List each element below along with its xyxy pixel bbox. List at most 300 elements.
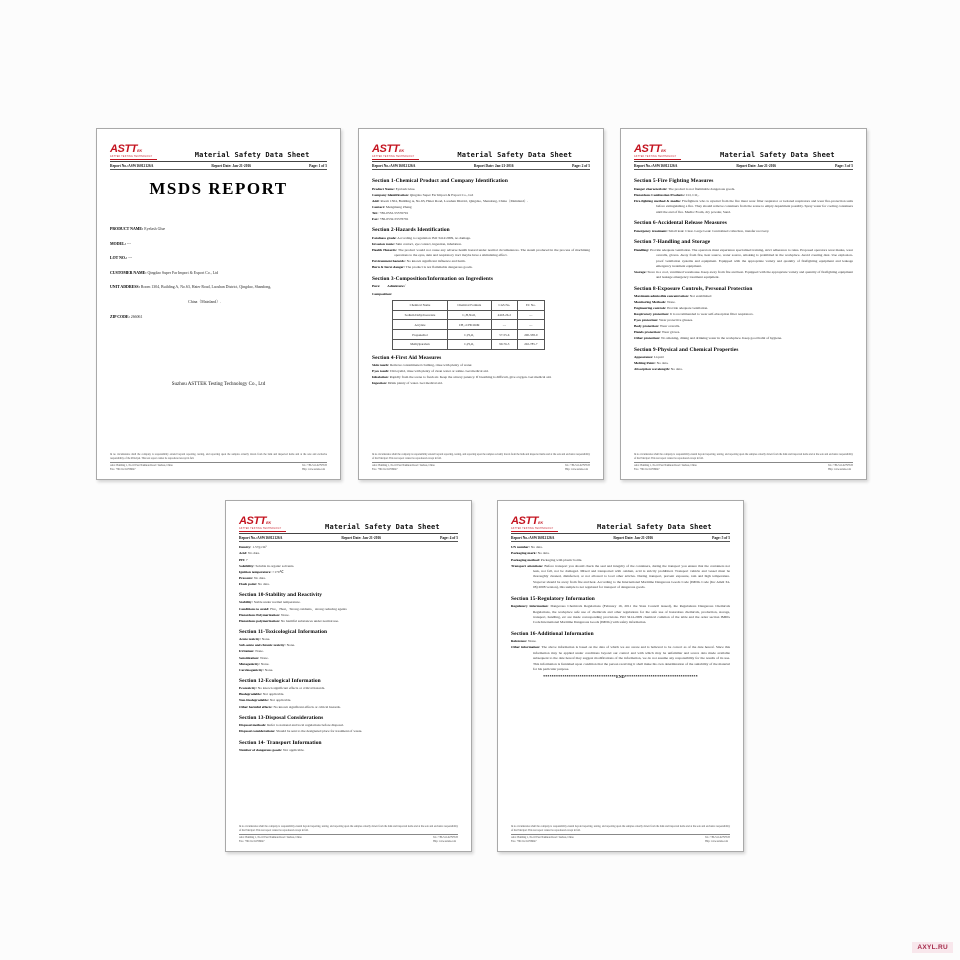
asttek-logo-underline [239, 531, 286, 533]
table-cell: 57-55-6 [491, 330, 518, 340]
header-top-row [239, 512, 458, 534]
asttek-logo [372, 140, 440, 160]
table-cell: 99-76-3 [491, 339, 518, 349]
field-value: Eyelash Glue [143, 227, 166, 232]
field-value: No known significant influence and harm. [405, 259, 466, 264]
field-value: --- [127, 256, 133, 261]
field-value: Room 1304, Building A, No.63, Haier Road, Laoshan District, Qingdao, Shandong, [139, 285, 272, 290]
field-label: CUSTOMER NAME: [110, 270, 147, 275]
report-number: Report No.:ASW16012126A [110, 163, 154, 168]
field-label: Appearance: [634, 355, 654, 360]
field-value: Provide adequate ventilation. [666, 306, 709, 311]
report-date: Report Date: Jan-21-2016 [736, 163, 777, 168]
asttek-logo [239, 512, 307, 532]
field-value: Store in a cool, ventilated warehouse. Keep away from fire and heat. Equipped with the appropriate variety and quantity of firefighting equipment and leakage emergency treatment equipment. [646, 269, 853, 280]
asttek-logo-underline [634, 159, 681, 161]
footer-disclaimer: In no circumstance shall the company is responsibility extend beyond reporting, testing, and reporting upon the samples actually drawn from the bulk and inspected items and at the sole and exclusive responsibility of the Principal. This test report cannot be reproduced except in full. [634, 453, 853, 460]
footer-contact-row [239, 834, 458, 844]
field-label: Packaging method: [511, 557, 540, 562]
field-line [372, 284, 590, 289]
field-line [372, 292, 590, 297]
asttek-logo-wordmark [511, 512, 579, 528]
table-cell: 200-338-0 [518, 330, 545, 340]
report-meta-row [634, 162, 853, 170]
field-line [511, 551, 730, 556]
field-value: Not established [688, 294, 712, 299]
field-label: ZIP CODE: [110, 315, 130, 320]
report-meta-row [110, 162, 327, 170]
watermark-text: AXYL.RU [917, 944, 948, 951]
field-value: No data. [257, 581, 270, 586]
field-line [239, 656, 458, 661]
field-line [511, 639, 730, 644]
field-value: Liquid [653, 355, 664, 360]
page-body [511, 542, 730, 678]
field-value: None. [260, 661, 270, 666]
field-line [239, 698, 458, 703]
asttek-logo-underline [372, 159, 419, 161]
field-label: Contact: [372, 205, 386, 210]
spacer [110, 330, 327, 382]
table-cell: Propanediol [393, 330, 448, 340]
asttek-logo-text: ASTT [634, 143, 662, 155]
page-number: Page: 2 of 5 [572, 163, 590, 168]
table-row [393, 310, 545, 320]
field-value: Wear protective glasses. [658, 318, 693, 323]
field-line [511, 645, 730, 672]
footer-contact-row [511, 834, 730, 844]
footer-left-column [372, 464, 435, 472]
page-header [372, 140, 590, 170]
footer-tel: Tel.: +86-512-62797635 [565, 464, 590, 468]
field-line [239, 545, 458, 550]
footer-address: Add.: Building 1, No.10 East Nanhuan Road / Suzhou, China [511, 836, 574, 840]
field-value: Did eyelid, rinse with plenty of clean water or saline. Get medical aid. [389, 369, 489, 374]
field-line [372, 211, 590, 216]
report-date: Report Date: Jan-21-2016 [211, 163, 252, 168]
footer-web: Http: www.asttek.com [828, 468, 851, 472]
report-meta-row [511, 534, 730, 542]
field-label: Product Name: [372, 186, 395, 191]
report-date: Report Date: Jan-21-2016 [613, 535, 654, 540]
field-label: Flash point: [239, 581, 257, 586]
table-row [393, 339, 545, 349]
composition-table-body [393, 310, 545, 349]
field-label: Conditions to avoid: [239, 606, 270, 611]
field-label: Hazardous Polymerization: [239, 612, 281, 617]
table-cell: C₈H₇NaO₄ [447, 310, 491, 320]
report-number: Report No.:ASW16012126A [634, 163, 678, 168]
field-value: No known significant effects or critical hazards. [256, 686, 326, 691]
footer-address: Add.: Building 1, No.10 East Nanhuan Road / Suzhou, China [634, 464, 697, 468]
field-label: Density: [239, 545, 252, 550]
field-value: Should be sent to the designated place for treatment of waste. [275, 729, 363, 734]
field-line [239, 582, 458, 587]
asttek-logo-wordmark [372, 140, 440, 156]
field-label: Fire-fighting method & media: [634, 199, 681, 203]
field-value: Wear gloves. [661, 330, 681, 335]
field-label: Engineering controls: [634, 306, 667, 311]
field-value: Qingdao Super Far Import & Export Co., Ltd [146, 270, 219, 275]
table-cell: C₃H₈O₂ [447, 330, 491, 340]
field-line [239, 551, 458, 556]
field-value: +86-0532-55576791 [378, 211, 409, 216]
footer-address: Add.: Building 1, No.10 East Nanhuan Road / Suzhou, China [110, 464, 173, 468]
field-label: Hazardous polymerization: [239, 618, 280, 623]
document-title: Material Safety Data Sheet [194, 150, 310, 159]
field-line [239, 570, 458, 575]
footer-web: Http: www.asttek.com [433, 840, 456, 844]
field-value: No harmful substances under normal use. [279, 618, 339, 623]
field-label: MODEL: [110, 241, 126, 246]
field-label: Other harmful effects: [239, 704, 273, 709]
header-top-row [110, 140, 327, 162]
footer-fax: Fax.: +86-512-62799647 [634, 468, 660, 472]
field-line [239, 692, 458, 697]
field-label: Transport attentions: [511, 563, 544, 568]
asttek-logo [634, 140, 702, 160]
asttek-logo-wordmark [110, 140, 177, 156]
page-footer [110, 453, 327, 472]
footer-left-column [634, 464, 697, 472]
field-line [634, 324, 853, 329]
field-line [372, 236, 590, 241]
field-value: 266061 [129, 315, 143, 320]
field-label: Packaging mark: [511, 551, 537, 556]
footer-right-column [302, 464, 327, 472]
field-label: Eyes touch: [372, 369, 390, 374]
field-value: No data. [247, 551, 260, 556]
field-line [511, 545, 730, 550]
page-body [372, 170, 590, 386]
field-line [634, 270, 853, 281]
field-line [634, 193, 853, 198]
footer-tel: Tel.: +86-512-62797635 [433, 836, 458, 840]
footer-web: Http: www.asttek.com [565, 468, 588, 472]
asttek-logo-wordmark [634, 140, 702, 156]
end-marker: **********************************END********************************** [543, 674, 698, 679]
section-heading: Section 15-Regulatory Information [511, 595, 595, 602]
asttek-logo-suffix: EK [266, 521, 272, 525]
field-value: No smoking, dining and drinking water in the workplace. Keep good habit of hygiene. [660, 336, 783, 341]
page-footer [511, 825, 730, 844]
field-line [372, 381, 590, 386]
field-value: The product is not flammable dangerous goods. [404, 265, 473, 270]
footer-disclaimer: In no circumstance shall the company is responsibility extend beyond reporting, testing, and reporting upon the samples actually drawn from the bulk and inspected items and at the sole and exclusive responsibility of the Principal. This test report cannot be reproduced except in full. [372, 453, 590, 460]
field-label: LOT NO.: [110, 256, 128, 261]
header-top-row [372, 140, 590, 162]
footer-tel: Tel.: +86-512-62797635 [828, 464, 853, 468]
field-value: Qingdao Super Far Import & Export Co., Ltd [408, 192, 474, 197]
field-value: No data. [253, 575, 266, 580]
asttek-logo-text: ASTT [110, 143, 138, 155]
field-value: None. [254, 649, 264, 654]
header-top-row [511, 512, 730, 534]
field-value: Skin contact, eye contact, ingestion, inhalation. [394, 241, 462, 246]
field-value: Eyelash Glue. [394, 186, 416, 191]
field-value: Before transport you should check the seal and integrity of the containers, during the transport you ensure that the containers not leak, not fall, not be damaged. Mixed and transported with oxidant, acid is strictly prohibited. Transport vehicle and vessel must be thoroughly cleaned, disinfected, or not allowed to load other articles. During transport, prevent exposure, rain and high temperature. Stopover should be away from fire and heat. According to the International Maritime Dangerous Goods Code (IMDG Code (Inc Amdt 34-08) 2008 version), this sample is not regulated for transport of dangerous goods. [533, 563, 730, 590]
field-value: Small leak: Clear. Large Leak: Centralized collection, transfer recovery. [667, 228, 770, 233]
field-value: None. [260, 637, 271, 642]
table-cell: 202-785-7 [518, 339, 545, 349]
field-value: The above information is based on the data of which we are aware and is believed to be correct as of the date hereof. Since this information may be applied under conditions beyond our control and with which may be unfamiliar and scarce data made available subsequent to the date hereof may suggest modifications of the information, we do not assume any responsibility for the results of its use. This information is furnished upon condition that the person receiving it shall make his own determination of the suitability of the material for his particular purpose. [533, 645, 730, 672]
field-value: Not applicable. [268, 698, 292, 703]
field-line [239, 723, 458, 728]
field-line [511, 604, 730, 626]
table-header-row [393, 300, 545, 310]
field-value: No data. [669, 367, 683, 372]
field-label: Sensitization: [239, 655, 260, 660]
field-label: Fax: [372, 217, 379, 222]
page-number: Page: 4 of 5 [440, 535, 458, 540]
footer-right-column [705, 836, 730, 844]
footer-left-column [239, 836, 302, 844]
field-label: Pure: Admixture√ [372, 284, 406, 289]
section-heading: Section 2-Hazards Identification [372, 227, 450, 234]
footer-contact-row [110, 462, 327, 472]
field-label: Number of dangerous goods: [239, 748, 283, 753]
footer-disclaimer: In no circumstance shall the company is responsibility extend beyond reporting, testing, and reporting upon the samples actually drawn from the bulk and inspected items and at the sole and exclusive responsibility of the Principal. This test report cannot be reproduced except in full. [110, 453, 327, 460]
field-line [239, 668, 458, 673]
field-label: Non-biodegradable: [239, 698, 269, 703]
field-label: Emergency treatment: [634, 228, 668, 233]
field-label: UN number: [511, 545, 530, 550]
field-line [634, 306, 853, 311]
msds-page-3 [620, 128, 867, 480]
field-line [372, 369, 590, 374]
field-line [634, 229, 853, 234]
field-label: Disposal methods: [239, 723, 267, 728]
company-name-line: Suzhou ASTTEK Testing Technology Co., Ltd [171, 381, 266, 387]
field-value: Mengmeng Zhang [385, 205, 412, 210]
composition-table-head [393, 300, 545, 310]
watermark-badge [912, 942, 953, 953]
field-label: Melting Point: [634, 361, 656, 366]
section-heading: Section 13-Disposal Considerations [239, 714, 324, 721]
footer-fax: Fax.: +86-512-62799647 [110, 468, 136, 472]
msds-page-1 [96, 128, 341, 480]
field-value: No data. [536, 551, 550, 556]
field-label: Absorption wavelength: [634, 367, 670, 372]
field-value: None. [263, 667, 274, 672]
section-heading: Section 11-Toxicological Information [239, 628, 328, 635]
footer-contact-row [634, 462, 853, 472]
field-label: Composition: [372, 292, 393, 297]
asttek-logo-tagline: ASTTEK TESTING TECHNOLOGY [239, 528, 282, 530]
field-line [511, 558, 730, 563]
field-value: Rapidly from the scene to fresh air. Keep the airway patency. If breathing is difficult, give oxygen. Get medical aid. [388, 375, 552, 380]
report-number: Report No.:ASW16012126A [511, 535, 555, 540]
footer-web: Http: www.asttek.com [705, 840, 728, 844]
footer-fax: Fax.: +86-512-62799647 [372, 468, 398, 472]
field-label: Ecotoxicity: [239, 686, 257, 691]
field-label: Monitoring Methods: [634, 300, 667, 305]
document-title: Material Safety Data Sheet [325, 522, 440, 531]
field-line [372, 363, 590, 368]
field-value: None. [285, 643, 296, 648]
field-value: Stable under normal temperature. [252, 600, 301, 605]
section-heading: Section 3-Composition/Information on Ingredients [372, 275, 494, 282]
field-line [634, 355, 853, 360]
header-top-row [634, 140, 853, 162]
report-date: Report Date: Jan-21-2016 [341, 535, 382, 540]
asttek-logo-underline [511, 531, 558, 533]
footer-right-column [433, 836, 458, 844]
table-cell: 4418-26-2 [491, 310, 518, 320]
field-line [239, 619, 458, 624]
asttek-logo [511, 512, 579, 532]
footer-fax: Fax.: +86-512-62799647 [511, 840, 537, 844]
field-line [239, 748, 458, 753]
document-title: Material Safety Data Sheet [720, 150, 835, 159]
field-label: Stability: [239, 600, 253, 605]
footer-left-column [511, 836, 574, 844]
field-line [239, 662, 458, 667]
address-continuation: China（Mainland）. [188, 299, 222, 304]
field-label: Pressure: [239, 575, 254, 580]
report-main-title: MSDS REPORT [149, 179, 288, 199]
field-line [372, 193, 590, 198]
table-cell: --- [491, 320, 518, 330]
field-line [372, 265, 590, 270]
field-label: Other protection: [634, 336, 661, 341]
field-line [372, 199, 590, 204]
table-cell: Acrylate [393, 320, 448, 330]
section-heading: Section 12-Ecological Information [239, 677, 321, 684]
table-cell: CH₂=CHCOOR [447, 320, 491, 330]
table-row [393, 330, 545, 340]
page-number: Page: 1 of 5 [309, 163, 327, 168]
section-heading: Section 4-First Aid Measures [372, 354, 442, 361]
field-label: Sub-acute and chronic toxicity: [239, 643, 286, 648]
field-line [110, 256, 327, 260]
column-header: Chemical Formula [447, 300, 491, 310]
field-label: Storage: [634, 269, 647, 274]
field-value: None. [259, 655, 269, 660]
field-value: Firefighters who is upwind from the fire must wear filter respirator or isolated respirators and wear fire-protection suits before extinguishing a fire. They should remove containers from the scene to empty department possibly. Spray water for cooling containers until the end of fire. Media: Foam, dry powder, Sand. [656, 199, 853, 214]
page-body [634, 170, 853, 372]
field-value: Soluble in organic solvents. [254, 563, 295, 568]
field-value: Provide adequate ventilation. The operators must experience specialized training, strict adherence to rules. Proposed operators wear masks, wear overalls, gloves. Away from fire, heat source, water source, smoking is prohibited in the workplace. Avoid creating dust. Use explosion-proof ventilation systems and equipment. Equipped with the appropriate variety and quantity of firefighting equipment and leakage emergency treatment equipment. [649, 247, 853, 268]
field-value: Not applicable. [261, 692, 285, 697]
field-label: Eyes protection: [634, 318, 659, 323]
footer-disclaimer: In no circumstance shall the company is responsibility extend beyond reporting, testing, and reporting upon the samples actually drawn from the bulk and inspected items and at the sole and exclusive responsibility of the Principal. This test report cannot be reproduced except in full. [239, 825, 458, 832]
field-line [634, 199, 853, 215]
field-label: Body protection: [634, 324, 660, 329]
asttek-logo-text: ASTT [239, 515, 267, 527]
field-line [634, 367, 853, 372]
field-line [110, 315, 327, 319]
composition-table [392, 300, 545, 350]
field-line [372, 187, 590, 192]
field-label: Health Hazards: [372, 248, 398, 252]
footer-right-column [565, 464, 590, 472]
asttek-logo-underline [110, 159, 157, 161]
asttek-logo-wordmark [239, 512, 307, 528]
field-line [634, 312, 853, 317]
field-value: >170℃ [271, 569, 284, 574]
field-line [239, 729, 458, 734]
table-row [393, 320, 545, 330]
footer-disclaimer: In no circumstance shall the company is responsibility extend beyond reporting, testing, and reporting upon the samples actually drawn from the bulk and inspected items and at the sole and exclusive responsibility of the Principal. This test report cannot be reproduced except in full. [511, 825, 730, 832]
field-label: Environment hazards: [372, 259, 406, 264]
asttek-logo-text: ASTT [511, 515, 539, 527]
field-line [239, 649, 458, 654]
document-title: Material Safety Data Sheet [597, 522, 712, 531]
footer-address: Add.: Building 1, No.10 East Nanhuan Road / Suzhou, China [372, 464, 435, 468]
field-value: No data. [529, 545, 543, 550]
report-number: Report No.:ASW16012126A [372, 163, 416, 168]
page-footer [634, 453, 853, 472]
msds-page-4 [225, 500, 472, 852]
table-cell: --- [518, 320, 545, 330]
field-value: It is recommended to wear self-absorption filter respirators. [669, 312, 754, 317]
field-value: Room 1304, Building A, No.63, Haier Road, Laoshan District, Qingdao, Shandong, China（Mainland）. [379, 199, 529, 203]
column-header: Chemical Name [393, 300, 448, 310]
field-value: The product is not flammable dangerous goods. [667, 186, 736, 191]
field-label: Disposal considerations: [239, 729, 276, 734]
section-heading: Section 5-Fire Fighting Measures [634, 178, 714, 185]
page-footer [372, 453, 590, 472]
field-label: UNIT ADDRESS: [110, 285, 140, 290]
asttek-logo-tagline: ASTTEK TESTING TECHNOLOGY [634, 156, 677, 158]
field-line [239, 576, 458, 581]
field-value: None. [527, 639, 537, 644]
footer-tel: Tel.: +86-512-62797635 [302, 464, 327, 468]
column-header: EC No. [518, 300, 545, 310]
section-heading: Section 14- Transport Information [239, 739, 322, 746]
section-heading: Section 16-Additional Information [511, 630, 594, 637]
field-line [239, 686, 458, 691]
table-cell: Methylparaben [393, 339, 448, 349]
asttek-logo-tagline: ASTTEK TESTING TECHNOLOGY [511, 528, 554, 530]
field-line [372, 259, 590, 264]
field-value: Fire、Heat、Strong oxidants、strong reducing agents [269, 606, 347, 611]
asttek-logo-suffix: EK [661, 149, 667, 153]
field-label: Acute toxicity: [239, 637, 261, 642]
page-header [110, 140, 327, 170]
field-line [239, 558, 458, 563]
page-header [511, 512, 730, 542]
page-body [239, 542, 458, 753]
field-value: 7 [245, 557, 248, 562]
column-header: CAS No. [491, 300, 518, 310]
footer-address: Add.: Building 1, No.10 East Nanhuan Road / Suzhou, China [239, 836, 302, 840]
field-value: The product would not cause any adverse health hazard under normal circumstances. The steam produced in the process of machining operations to the eyes, skin and respiratory tract maybe have a stimulating effect. [394, 248, 590, 258]
field-line [634, 336, 853, 341]
page-header [634, 140, 853, 170]
field-line [372, 217, 590, 222]
section-heading: Section 9-Physical and Chemical Properties [634, 346, 739, 353]
field-line [110, 285, 327, 289]
field-label: PH: [239, 557, 246, 562]
field-value: Packaging with plastic bottle. [539, 557, 583, 562]
section-heading: Section 8-Exposure Controls, Personal Protection [634, 285, 753, 292]
asttek-logo-suffix: EK [399, 149, 405, 153]
report-meta-row [372, 162, 590, 170]
field-label: Mutagenicity: [239, 661, 260, 666]
field-value: None. [280, 612, 290, 617]
field-line [239, 705, 458, 710]
field-line [110, 271, 327, 275]
section-heading: Section 6-Accidental Release Measures [634, 220, 727, 227]
section-heading: Section 7-Handling and Storage [634, 239, 711, 246]
msds-page-2 [358, 128, 604, 480]
field-value: Dangerous Chemicals Regulations (February 16, 2011 the State Council issued), the Regulations Dangerous Chemicals Regulations, the workplace safe use of chemicals and other regulations for the safe use of hazardous chemicals, production, storage, transport, handling, etc are made corresponding provisions. ISO 3414-2009 chemical common of the table and the order section IMDG Code International Maritime Dangerous Goods (IMDG) with safety information. [533, 604, 730, 625]
asttek-logo [110, 140, 177, 160]
field-label: Biodegradable: [239, 692, 262, 697]
field-value: CO, CO₂. [684, 192, 700, 197]
